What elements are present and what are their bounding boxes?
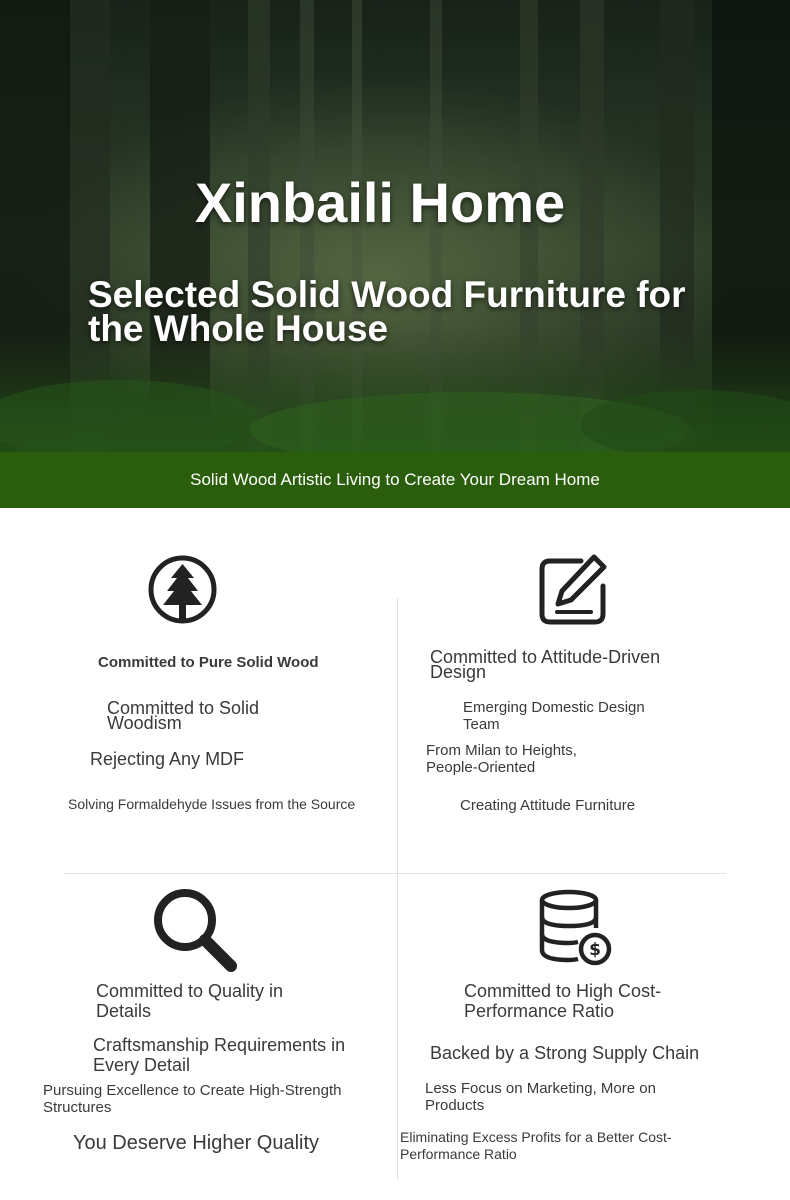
feature-line: Backed by a Strong Supply Chain: [430, 1043, 700, 1063]
feature-line: Committed to Solid Woodism: [107, 698, 260, 733]
hero-title: Xinbaili Home: [194, 171, 566, 234]
feature-line: Emerging Domestic Design Team: [463, 699, 645, 733]
slogan-banner: [0, 452, 790, 508]
feature-line: Pursuing Excellence to Create High-Strength Structures: [43, 1082, 342, 1116]
coin-database-icon: [538, 888, 612, 970]
feature-line: Craftsmanship Requirements in Every Detail: [93, 1035, 346, 1075]
hero-subtitle: Selected Solid Wood Furniture for the Whole House: [88, 274, 686, 349]
feature-line: You Deserve Higher Quality: [73, 1132, 320, 1154]
magnifier-icon: [151, 886, 239, 974]
feature-line: Less Focus on Marketing, More on Products: [425, 1080, 656, 1114]
edit-icon: [537, 552, 609, 626]
feature-heading: Committed to Attitude-Driven Design: [430, 647, 661, 682]
feature-line: Creating Attitude Furniture: [460, 797, 636, 814]
feature-line: Solving Formaldehyde Issues from the Source: [68, 796, 356, 812]
feature-heading: Committed to Pure Solid Wood: [98, 654, 319, 671]
feature-line: From Milan to Heights, People-Oriented: [426, 742, 577, 776]
feature-heading: Committed to High Cost-Performance Ratio: [464, 981, 662, 1021]
grid-divider-horizontal: [64, 873, 726, 874]
svg-text:$: $: [589, 940, 601, 960]
tree-icon: [147, 554, 218, 625]
feature-heading: Committed to Quality in Details: [96, 981, 284, 1021]
grid-divider-vertical: [397, 598, 398, 1180]
feature-line: Rejecting Any MDF: [90, 749, 245, 769]
slogan-text: Solid Wood Artistic Living to Create Your Dream Home: [190, 470, 600, 489]
hero-banner: [0, 0, 790, 452]
feature-line: Eliminating Excess Profits for a Better Cost-Performance Ratio: [400, 1129, 672, 1162]
